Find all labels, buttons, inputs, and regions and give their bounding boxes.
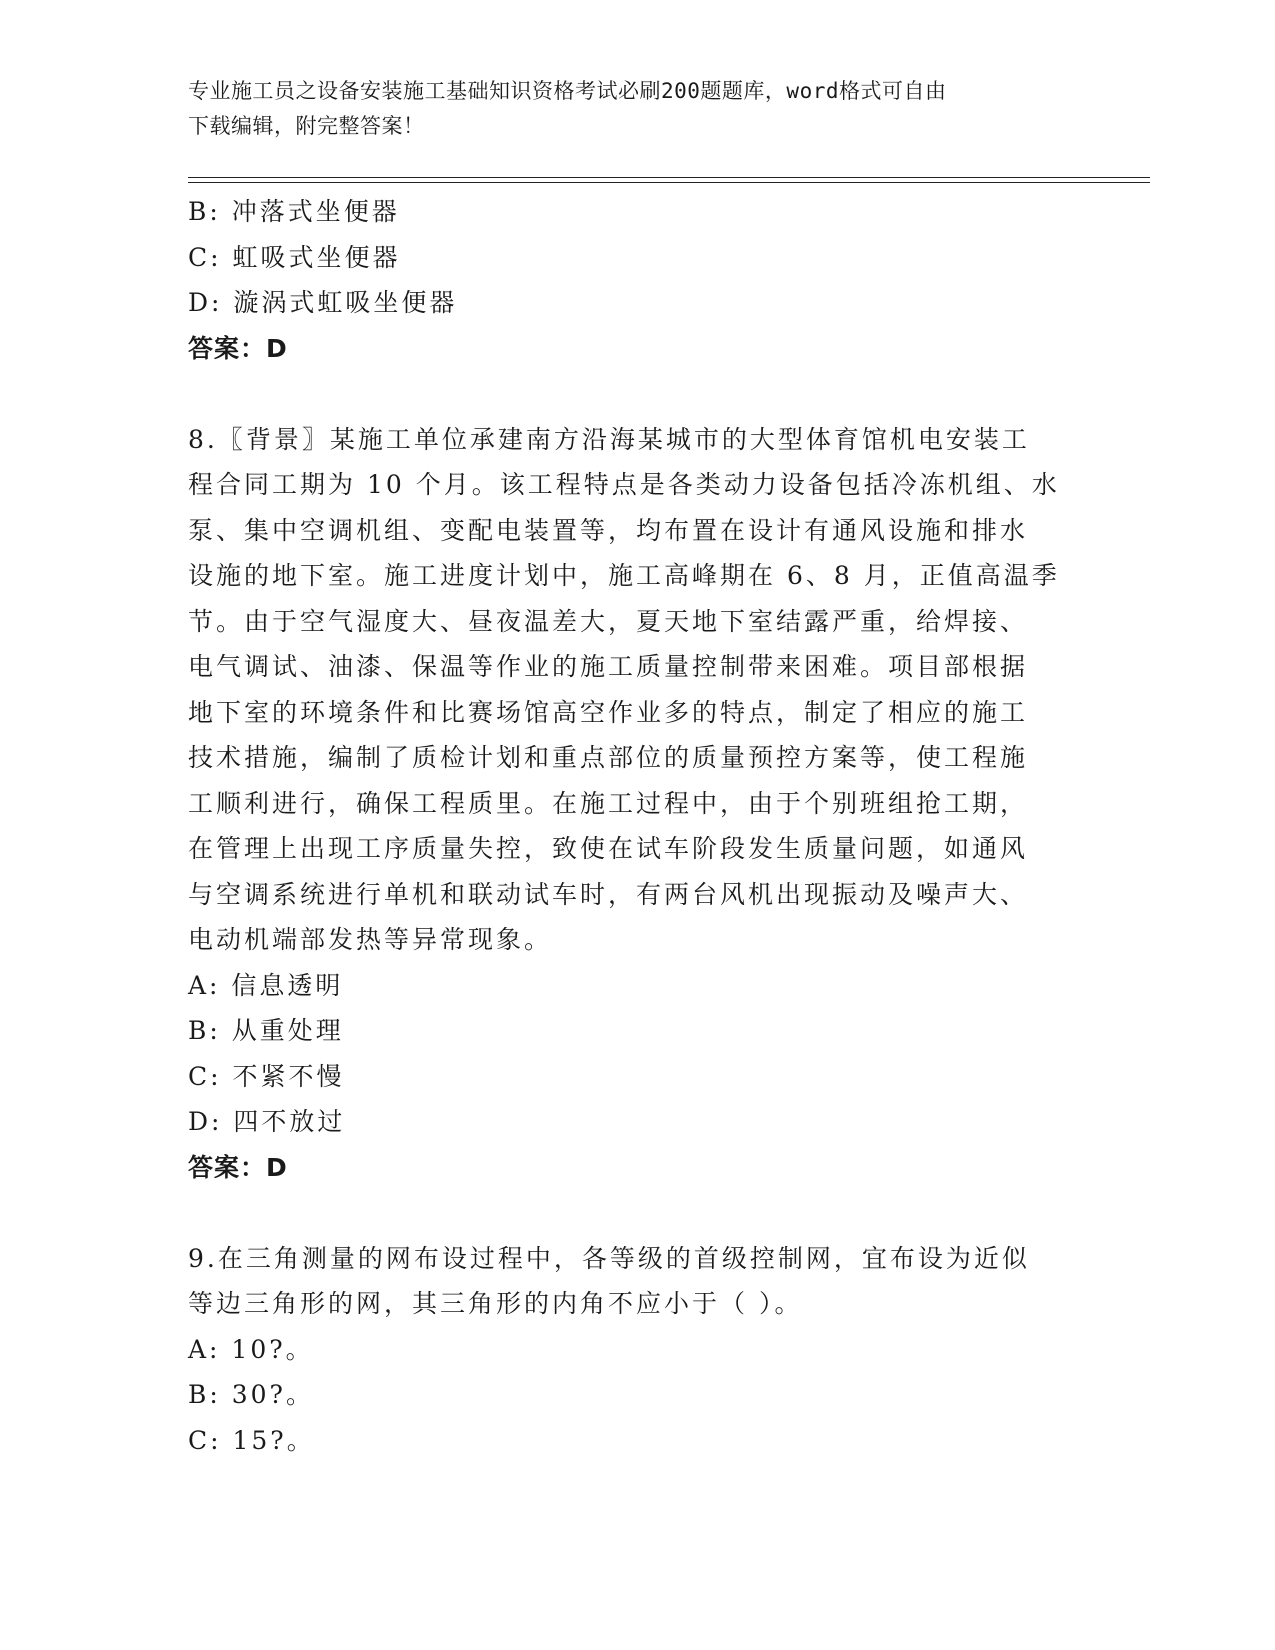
stem-line: 等边三角形的网，其三角形的内角不应小于（ ）。	[188, 1289, 803, 1318]
question-7-tail	[188, 189, 1088, 371]
stem-line: 与空调系统进行单机和联动试车时，有两台风机出现振动及噪声大、	[188, 879, 1029, 909]
header-divider-thin	[188, 177, 1150, 178]
header-line-2: 下载编辑，附完整答案！	[188, 114, 425, 138]
document-body	[188, 189, 1088, 1463]
header-line-1: 专业施工员之设备安装施工基础知识资格考试必刷200题题库，word格式可自由	[188, 79, 947, 103]
stem-line: 程合同工期为 10 个月。该工程特点是各类动力设备包括冷冻机组、水	[188, 470, 1060, 499]
spacer	[188, 1190, 1088, 1236]
answer-line: 答案：D	[188, 333, 288, 363]
stem-line: 技术措施，编制了质检计划和重点部位的质量预控方案等，使工程施	[188, 743, 1029, 772]
stem-line: 电动机端部发热等异常现象。	[188, 925, 553, 954]
stem-line: 泵、集中空调机组、变配电装置等，均布置在设计有通风设施和排水	[188, 515, 1029, 545]
option-b: B: 30?。	[188, 1380, 314, 1409]
answer-line: 答案：D	[188, 1152, 288, 1182]
page-header	[188, 74, 1068, 144]
spacer	[188, 371, 1088, 417]
option-a: A: 信息透明	[188, 970, 344, 1000]
option-c: C: 不紧不慢	[188, 1061, 345, 1091]
stem-line: 设施的地下室。施工进度计划中，施工高峰期在 6、8 月，正值高温季	[188, 561, 1060, 590]
option-c: C: 虹吸式坐便器	[188, 242, 401, 272]
stem-line: 9.在三角测量的网布设过程中，各等级的首级控制网，宜布设为近似	[188, 1243, 1030, 1273]
option-b: B: 从重处理	[188, 1016, 344, 1045]
option-a: A: 10?。	[188, 1334, 314, 1364]
stem-line: 节。由于空气湿度大、昼夜温差大，夏天地下室结露严重，给焊接、	[188, 606, 1029, 636]
stem-line: 工顺利进行，确保工程质里。在施工过程中，由于个别班组抢工期，	[188, 788, 1029, 818]
stem-line: 电气调试、油漆、保温等作业的施工质量控制带来困难。项目部根据	[188, 652, 1029, 681]
option-d: D: 四不放过	[188, 1107, 346, 1136]
stem-line: 在管理上出现工序质量失控，致使在试车阶段发生质量问题，如通风	[188, 834, 1029, 863]
header-divider-thick	[188, 182, 1150, 183]
question-8	[188, 417, 1088, 1191]
stem-line: 地下室的环境条件和比赛场馆高空作业多的特点，制定了相应的施工	[188, 697, 1029, 727]
option-d: D: 漩涡式虹吸坐便器	[188, 288, 458, 317]
question-9	[188, 1236, 1088, 1464]
question-stem	[188, 1236, 1088, 1327]
stem-line: 8.〖背景〗某施工单位承建南方沿海某城市的大型体育馆机电安装工	[188, 424, 1030, 454]
option-c: C: 15?。	[188, 1425, 315, 1455]
question-stem	[188, 417, 1088, 963]
option-b: B: 冲落式坐便器	[188, 197, 400, 226]
